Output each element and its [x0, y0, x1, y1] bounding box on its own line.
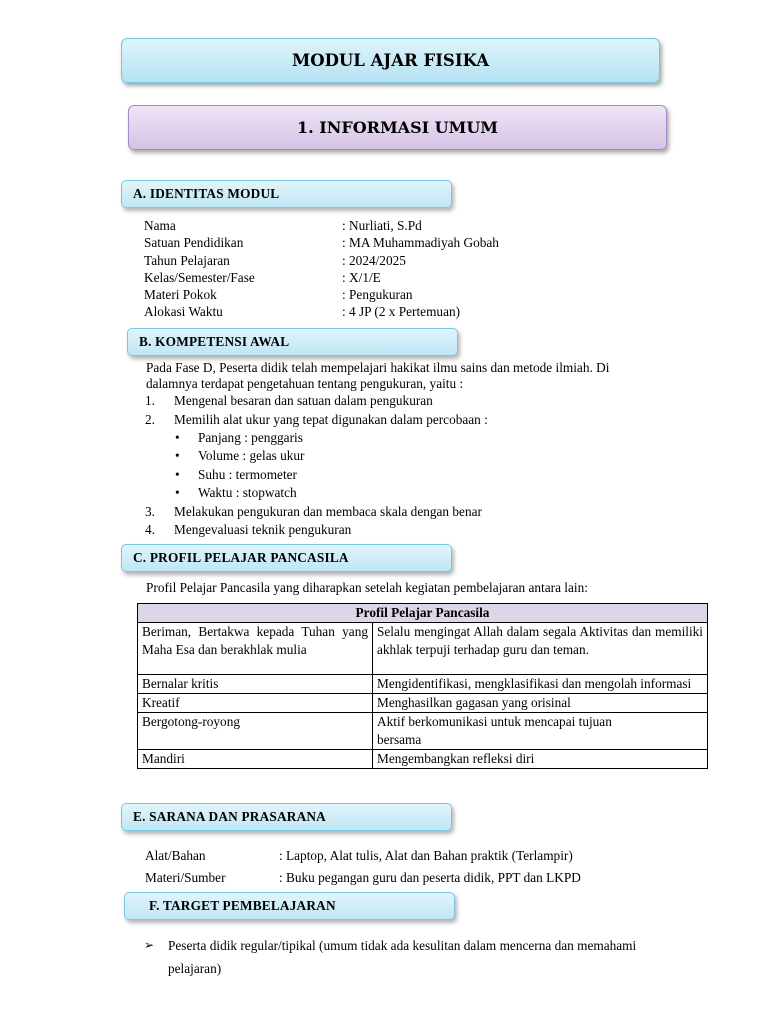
- identity-value: : X/1/E: [342, 270, 381, 285]
- list-number: 3.: [145, 504, 155, 519]
- identity-label: Satuan Pendidikan: [144, 235, 244, 250]
- profile-cell: Mandiri: [138, 750, 373, 769]
- section-a-heading: [121, 180, 452, 208]
- identity-value: : 2024/2025: [342, 253, 406, 268]
- identity-value: : Nurliati, S.Pd: [342, 218, 422, 233]
- table-row: [138, 750, 708, 769]
- identity-value: : MA Muhammadiyah Gobah: [342, 235, 499, 250]
- list-item: Mengevaluasi teknik pengukuran: [174, 522, 352, 537]
- description-cell: Menghasilkan gagasan yang orisinal: [373, 694, 708, 713]
- facility-value: : Laptop, Alat tulis, Alat dan Bahan praktik (Terlampir): [279, 848, 573, 863]
- profile-cell: Bernalar kritis: [138, 675, 373, 694]
- facility-label: Alat/Bahan: [145, 848, 206, 863]
- list-number: 1.: [145, 393, 155, 408]
- subtitle-banner: [128, 105, 667, 150]
- table-row: [138, 623, 708, 675]
- competence-intro-line: Pada Fase D, Peserta didik telah mempelajari hakikat ilmu sains dan metode ilmiah. Di: [146, 360, 610, 375]
- description-cell: Aktif berkomunikasi untuk mencapai tujuan bersama: [373, 713, 708, 750]
- bullet-item: Waktu : stopwatch: [198, 485, 297, 500]
- identity-label: Kelas/Semester/Fase: [144, 270, 255, 285]
- bullet-item: Panjang : penggaris: [198, 430, 303, 445]
- title-banner: [121, 38, 660, 83]
- profile-cell: Kreatif: [138, 694, 373, 713]
- description-cell: Mengidentifikasi, mengklasifikasi dan mengolah informasi: [373, 675, 708, 694]
- bullet-icon: •: [175, 448, 180, 463]
- facility-value: : Buku pegangan guru dan peserta didik, PPT dan LKPD: [279, 870, 581, 885]
- competence-intro-line: dalamnya terdapat pengetahuan tentang pengukuran, yaitu :: [146, 376, 464, 391]
- identity-value: : Pengukuran: [342, 287, 413, 302]
- target-item-line: Peserta didik regular/tipikal (umum tidak ada kesulitan dalam mencerna dan memahami: [168, 938, 637, 953]
- section-c-heading: [121, 544, 452, 572]
- bullet-icon: •: [175, 467, 180, 482]
- section-a-heading-text: A. IDENTITAS MODUL: [133, 186, 280, 201]
- bullet-icon: •: [175, 430, 180, 445]
- section-f-heading: [124, 892, 455, 920]
- description-cell: Mengembangkan refleksi diri: [373, 750, 708, 769]
- section-e-heading: [121, 803, 452, 831]
- section-e-heading-text: E. SARANA DAN PRASARANA: [133, 809, 326, 824]
- identity-label: Materi Pokok: [144, 287, 217, 302]
- table-row: [138, 713, 708, 750]
- bullet-icon: •: [175, 485, 180, 500]
- section-b-heading: [127, 328, 458, 356]
- identity-label: Nama: [144, 218, 176, 233]
- bullet-item: Volume : gelas ukur: [198, 448, 305, 463]
- table-row: [138, 675, 708, 694]
- list-number: 4.: [145, 522, 155, 537]
- profile-cell: Beriman, Bertakwa kepada Tuhan yang Maha Esa dan berakhlak mulia: [138, 623, 373, 675]
- profile-intro: Profil Pelajar Pancasila yang diharapkan setelah kegiatan pembelajaran antara lain:: [146, 580, 588, 595]
- table-header-row: [138, 604, 708, 623]
- identity-value: : 4 JP (2 x Pertemuan): [342, 304, 461, 319]
- identity-label: Alokasi Waktu: [144, 304, 223, 319]
- bullet-item: Suhu : termometer: [198, 467, 297, 482]
- description-cell: Selalu mengingat Allah dalam segala Aktivitas dan memiliki akhlak terpuji terhadap guru dan teman.: [373, 623, 708, 675]
- facility-label: Materi/Sumber: [145, 870, 226, 885]
- profile-cell: Bergotong-royong: [138, 713, 373, 750]
- profile-table: [137, 603, 708, 769]
- arrow-bullet-icon: ➢: [144, 938, 155, 952]
- list-item: Melakukan pengukuran dan membaca skala dengan benar: [174, 504, 482, 519]
- list-number: 2.: [145, 412, 155, 427]
- identity-label: Tahun Pelajaran: [144, 253, 230, 268]
- section-f-heading-text: F. TARGET PEMBELAJARAN: [149, 898, 336, 913]
- page-title: MODUL AJAR FISIKA: [291, 51, 490, 70]
- section-c-heading-text: C. PROFIL PELAJAR PANCASILA: [133, 550, 349, 565]
- section-b-heading-text: B. KOMPETENSI AWAL: [139, 334, 290, 349]
- table-row: [138, 694, 708, 713]
- table-header: Profil Pelajar Pancasila: [138, 604, 708, 623]
- target-item-line: pelajaran): [168, 961, 222, 976]
- list-item: Memilih alat ukur yang tepat digunakan dalam percobaan :: [174, 412, 488, 427]
- page-subtitle: 1. INFORMASI UMUM: [296, 118, 499, 137]
- list-item: Mengenal besaran dan satuan dalam pengukuran: [174, 393, 433, 408]
